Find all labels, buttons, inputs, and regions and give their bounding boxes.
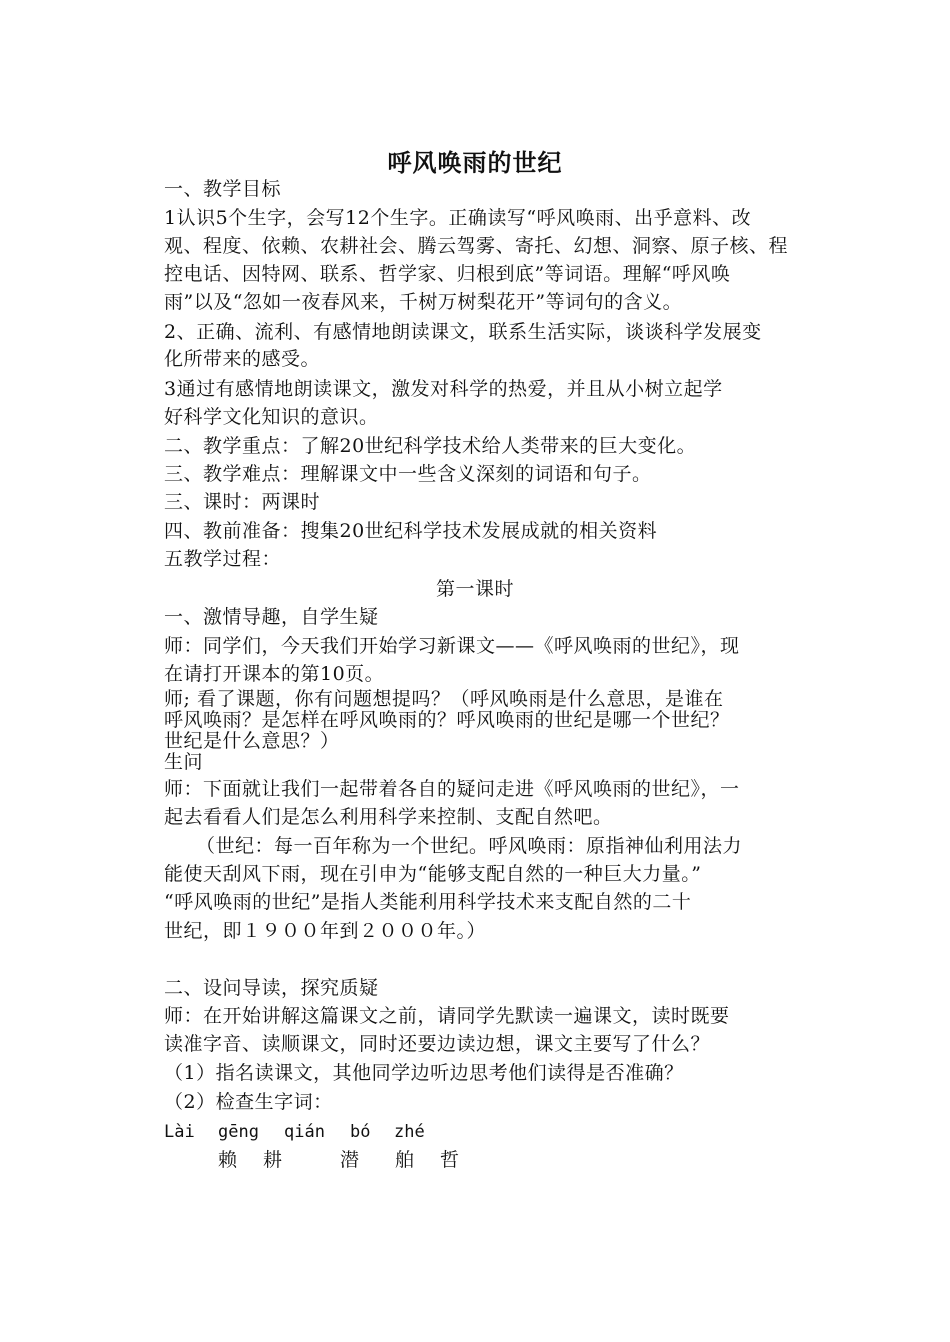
teacher-dialogue-line: 呼风唤雨？是怎样在呼风唤雨的？呼风唤雨的世纪是哪一个世纪？ — [164, 709, 730, 731]
section-heading-class-hours: 三、课时：两课时 — [164, 491, 321, 513]
pinyin-word: Lài — [164, 1122, 195, 1142]
document-title: 呼风唤雨的世纪 — [387, 149, 563, 177]
explanation-line: “呼风唤雨的世纪”是指人类能利用科学技术来支配自然的二十 — [164, 891, 692, 913]
teacher-dialogue-line: 师：同学们，今天我们开始学习新课文——《呼风唤雨的世纪》，现 — [164, 635, 740, 657]
lesson-one-heading: 第一课时 — [435, 578, 514, 600]
objective-text-line: 控电话、因特网、联系、哲学家、归根到底”等词语。理解“呼风唤 — [164, 263, 731, 285]
teacher-dialogue-line: 读准字音、读顺课文，同时还要边读边想，课文主要写了什么？ — [164, 1033, 711, 1055]
teacher-dialogue-line: 起去看看人们是怎么利用科学来控制、支配自然吧。 — [164, 806, 613, 828]
section-heading-process: 五教学过程： — [164, 548, 282, 570]
teacher-dialogue-line: 在请打开课本的第10页。 — [164, 663, 385, 685]
explanation-line: （世纪：每一百年称为一个世纪。呼风唤雨：原指神仙利用法力 — [196, 835, 743, 857]
explanation-line: 世纪，即１９００年到２０００年。） — [164, 920, 487, 942]
objective-text-line: 化所带来的感受。 — [164, 348, 321, 370]
objective-text-line: 好科学文化知识的意识。 — [164, 406, 379, 428]
section-heading-key-points: 二、教学重点：了解20世纪科学技术给人类带来的巨大变化。 — [164, 435, 697, 457]
character-item: 耕 — [263, 1149, 283, 1171]
character-item: 赖 — [218, 1149, 238, 1171]
section-heading-objectives: 一、教学目标 — [164, 178, 282, 200]
character-item: 潜 — [340, 1149, 360, 1171]
teacher-dialogue-line: 师; 看了课题，你有问题想提吗？（呼风唤雨是什么意思，是谁在 — [164, 688, 724, 710]
pinyin-word: qián — [284, 1122, 325, 1142]
step-heading-two: 二、设问导读，探究质疑 — [164, 977, 379, 999]
step-heading-one: 一、激情导趣，自学生疑 — [164, 606, 379, 628]
activity-line: （2）检查生字词： — [164, 1091, 333, 1113]
objective-text-line: 雨”以及“忽如一夜春风来，千树万树梨花开”等词句的含义。 — [164, 291, 683, 313]
teacher-dialogue-line: 师：在开始讲解这篇课文之前，请同学先默读一遍课文，读时既要 — [164, 1005, 730, 1027]
objective-text-line: 2、正确、流利、有感情地朗读课文，联系生活实际，谈谈科学发展变 — [164, 321, 762, 343]
objective-text-line: 观、程度、依赖、农耕社会、腾云驾雾、寄托、幻想、洞察、原子核、程 — [164, 235, 789, 257]
objective-text-line: 1认识5个生字，会写12个生字。正确读写“呼风唤雨、出乎意料、改 — [164, 207, 752, 229]
teacher-dialogue-line: 师：下面就让我们一起带着各自的疑问走进《呼风唤雨的世纪》，一 — [164, 778, 740, 800]
pinyin-word: gēng — [218, 1122, 259, 1142]
student-question-line: 生问 — [164, 751, 204, 773]
section-heading-difficulties: 三、教学难点：理解课文中一些含义深刻的词语和句子。 — [164, 463, 652, 485]
teacher-dialogue-line: 世纪是什么意思？） — [164, 730, 340, 752]
character-item: 哲 — [440, 1149, 460, 1171]
pinyin-word: bó — [350, 1122, 371, 1142]
objective-text-line: 3通过有感情地朗读课文，激发对科学的热爱，并且从小树立起学 — [164, 378, 723, 400]
section-heading-preparation: 四、教前准备：搜集20世纪科学技术发展成就的相关资料 — [164, 520, 658, 542]
activity-line: （1）指名读课文，其他同学边听边思考他们读得是否准确？ — [164, 1062, 684, 1084]
explanation-line: 能使天刮风下雨，现在引申为“能够支配自然的一种巨大力量。” — [164, 863, 702, 885]
character-item: 舶 — [395, 1149, 415, 1171]
pinyin-word: zhé — [394, 1122, 425, 1142]
